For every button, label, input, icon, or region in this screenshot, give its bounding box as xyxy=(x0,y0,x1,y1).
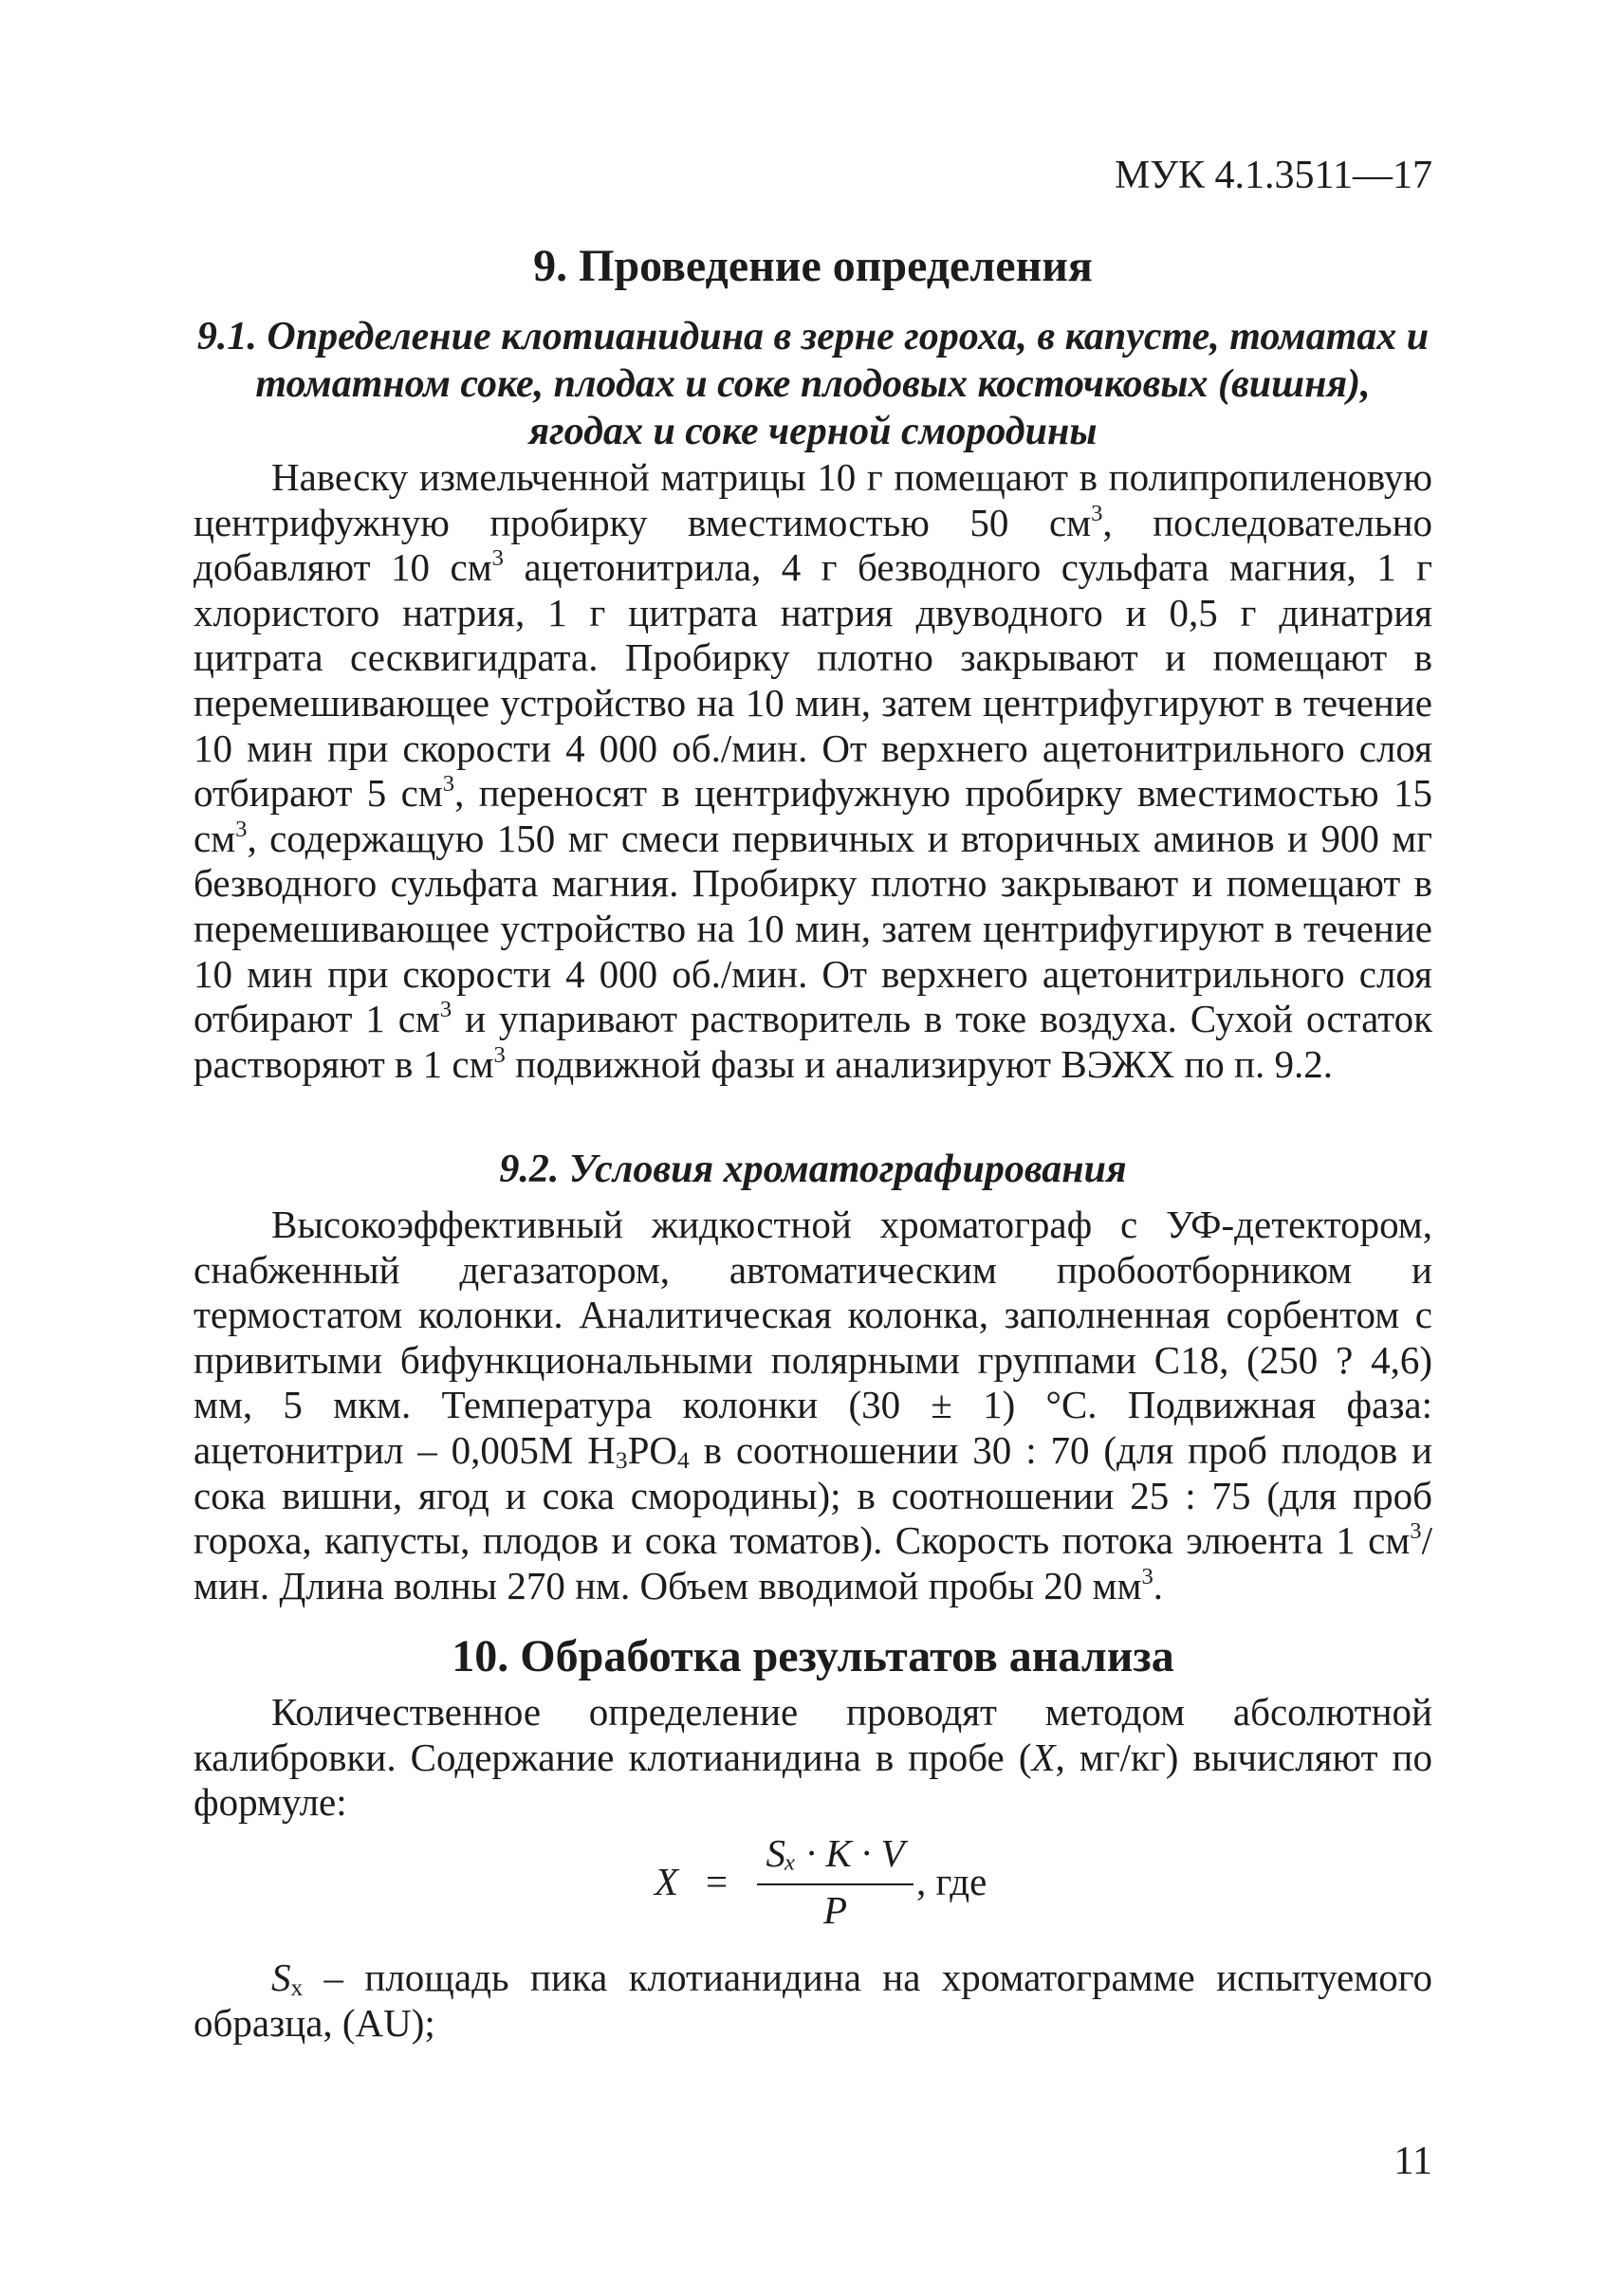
sx-definition: $S_x$ – площадь пика клотианидина на хроматограмме испытуемого образца, (AU); xyxy=(194,1956,1432,2045)
formula-fraction xyxy=(757,1830,914,1935)
subsection-9-2-title: 9.2. Условия хроматографирования xyxy=(499,1148,1127,1191)
superscript: 3 xyxy=(235,816,248,842)
formula-equals: = xyxy=(706,1860,729,1903)
superscript: 3 xyxy=(491,545,504,572)
superscript: 3 xyxy=(493,1041,506,1068)
fraction-bar xyxy=(757,1883,914,1885)
subscript: 3 xyxy=(615,1447,628,1475)
subsection-9-1-title: 9.1. Определение клотианидина в зерне гороха, в капусте, томатах и томатном соке, плодах и соке плодовых косточковых (вишня), ягодах и соке черной смородины xyxy=(196,315,1430,453)
subsection-9-2-paragraph: Высокоэффективный жидкостной хроматограф с УФ-детектором, снабженный дегазатором, автоматическим пробоотборником и термостатом колонки. Аналитическая колонка, заполненная сорбентом с привитыми бифункциональными полярными группами С18, (250 ? 4,6) мм, 5 мкм. Температура колонки (30 ± 1) °С. Подвижная фаза: ацетонитрил – 0,005М $H_3PO_4$ в соотношении 30 : 70 (для проб плодов и сока вишни, ягод и сока смородины); в соотношении 25 : 75 (для проб гороха, капусты, плодов и сока томатов). Скорость потока элюента 1 $см^3$/мин. Длина волны 270 нм. Объем вводимой пробы 20 $мм^3$. xyxy=(194,1203,1432,1607)
variable-x: X xyxy=(1031,1735,1056,1779)
superscript: 3 xyxy=(439,997,452,1023)
subsection-9-1-paragraph: Навеску измельченной матрицы 10 г помещают в полипропиленовую центрифужную пробирку вместимостью 50 $см^3$, последовательно добавляют 10 $см^3$ ацетонитрила, 4 г безводного сульфата магния, 1 г хлористого натрия, 1 г цитрата натрия двуводного и 0,5 г динатрия цитрата сесквигидрата. Пробирку плотно закрывают и помещают в перемешивающее устройство на 10 мин, затем центрифугируют в течение 10 мин при скорости 4 000 об./мин. От верхнего ацетонитрильного слоя отбирают 5 $см^3$, переносят в центрифужную пробирку вместимостью 15 $см^3$, содержащую 150 мг смеси первичных и вторичных аминов и 900 мг безводного сульфата магния. Пробирку плотно закрывают и помещают в перемешивающее устройство на 10 мин, затем центрифугируют в течение 10 мин при скорости 4 000 об./мин. От верхнего ацетонитрильного слоя отбирают 1 $см^3$ и упаривают растворитель в токе воздуха. Сухой остаток растворяют в 1 $см^3$ подвижной фазы и анализируют ВЭЖХ по п. 9.2. xyxy=(194,455,1433,1086)
superscript: 3 xyxy=(1410,1518,1422,1545)
subscript: 4 xyxy=(677,1447,690,1475)
subscript: x xyxy=(290,1975,304,2002)
document-code: МУК 4.1.3511—17 xyxy=(1114,154,1432,197)
superscript: 3 xyxy=(1091,500,1103,526)
section-10-paragraph: Количественное определение проводят методом абсолютной калибровки. Содержание клотианидина в пробе (X, мг/кг) вычисляют по формуле: xyxy=(194,1690,1432,1825)
section-10-title: 10. Обработка результатов анализа xyxy=(452,1631,1174,1681)
page-number: 11 xyxy=(1393,2140,1432,2183)
formula-lhs: X xyxy=(655,1860,679,1903)
formula xyxy=(655,1830,1053,1935)
symbol-s: S xyxy=(271,1956,291,1999)
superscript: 3 xyxy=(442,771,455,798)
superscript: 3 xyxy=(1141,1563,1153,1589)
formula-denominator: P xyxy=(822,1888,848,1932)
formula-where: , где xyxy=(916,1860,987,1903)
section-9-title: 9. Проведение определения xyxy=(533,241,1093,291)
formula-numerator: Sₓ · K · V xyxy=(766,1831,905,1875)
